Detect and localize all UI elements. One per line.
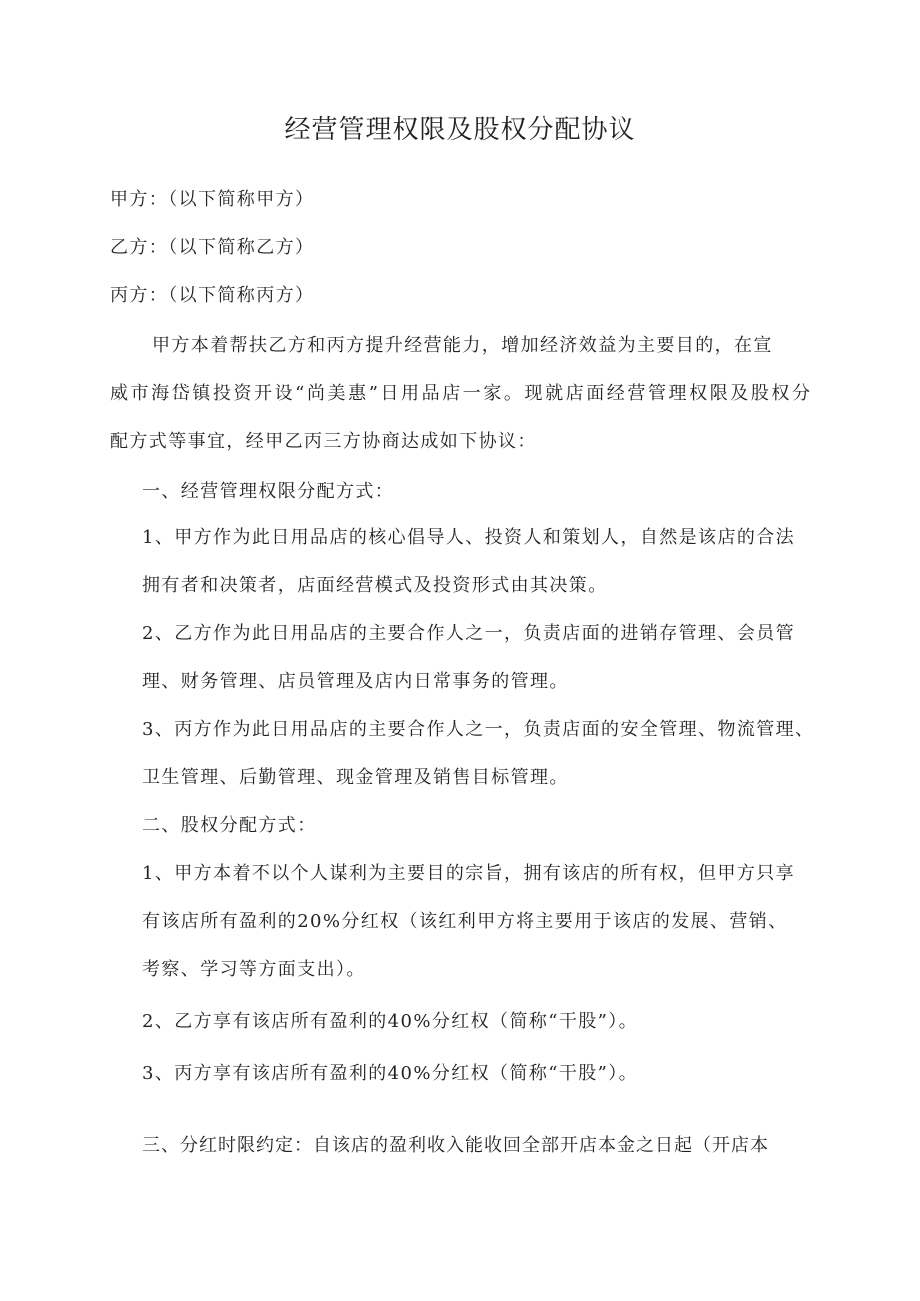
section1-item2-line2: 理、财务管理、店员管理及店内日常事务的管理。 (142, 671, 569, 692)
document-title: 经营管理权限及股权分配协议 (284, 115, 636, 145)
section2-item1-line3: 考察、学习等方面支出）。 (142, 959, 366, 980)
section2-item1-line1: 1、甲方本着不以个人谋利为主要目的宗旨，拥有该店的所有权，但甲方只享 (142, 863, 796, 884)
section1-item1-line2: 拥有者和决策者，店面经营模式及投资形式由其决策。 (142, 575, 608, 596)
section1-item3-line2: 卫生管理、后勤管理、现金管理及销售目标管理。 (142, 767, 569, 788)
section1-item2-line1: 2、乙方作为此日用品店的主要合作人之一，负责店面的进销存管理、会员管 (142, 623, 796, 644)
section1-heading: 一、经营管理权限分配方式： (142, 481, 395, 502)
section1-item3-line1: 3、丙方作为此日用品店的主要合作人之一，负责店面的安全管理、物流管理、 (142, 719, 815, 740)
intro-line-3: 配方式等事宜，经甲乙丙三方协商达成如下协议： (110, 431, 537, 452)
section3-first-line: 三、分红时限约定：自该店的盈利收入能收回全部开店本金之日起（开店本 (142, 1135, 769, 1156)
section2-item1-line2: 有该店所有盈利的20%分红权（该红利甲方将主要用于该店的发展、营销、 (142, 911, 788, 932)
intro-line-2: 威市海岱镇投资开设“尚美惠”日用品店一家。现就店面经营管理权限及股权分 (110, 383, 810, 404)
section2-heading: 二、股权分配方式： (142, 815, 317, 836)
section1-item1-line1: 1、甲方作为此日用品店的核心倡导人、投资人和策划人，自然是该店的合法 (142, 527, 796, 548)
intro-line-1: 甲方本着帮扶乙方和丙方提升经营能力，增加经济效益为主要目的，在宣 (152, 335, 773, 356)
party-c-line: 丙方：（以下简称丙方） (110, 285, 315, 306)
section2-item3-line1: 3、丙方享有该店所有盈利的40%分红权（简称“干股”）。 (142, 1063, 639, 1084)
party-a-line: 甲方：（以下简称甲方） (110, 189, 315, 210)
section2-item2-line1: 2、乙方享有该店所有盈利的40%分红权（简称“干股”）。 (142, 1011, 639, 1032)
party-b-line: 乙方：（以下简称乙方） (110, 237, 315, 258)
